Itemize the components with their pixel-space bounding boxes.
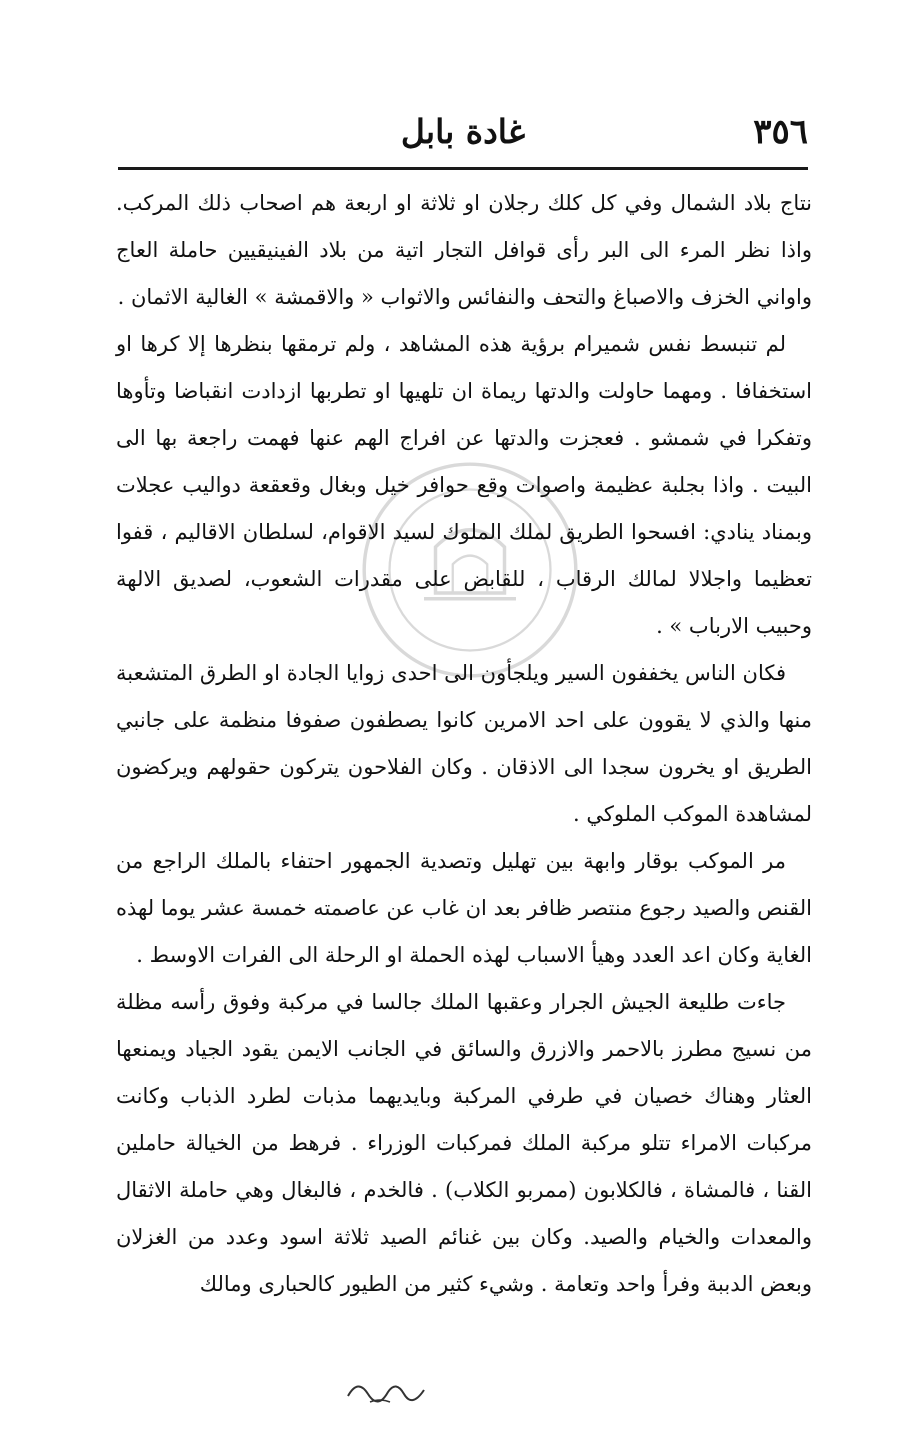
paragraph: فكان الناس يخففون السير ويلجأون الى احدى زوايا الجادة او الطرق المتشعبة منها والذي لا يقوون على احد الامرين كانوا يصطفون صفوفا منظمة على جانبي الطريق او يخرون سجدا الى الاذقان . وكان الفلاحون يتركون حقولهم ويركضون لمشاهدة الموكب الملوكي . [116,661,812,826]
page-header [118,108,808,158]
page-number: ٣٥٦ [753,112,808,152]
paragraph: جاءت طليعة الجيش الجرار وعقبها الملك جالسا في مركبة وفوق رأسه مظلة من نسيج مطرز بالاحمر والازرق والسائق في الجانب الايمن يقود الجياد ويمنعها العثار وهناك خصيان في طرفي المركبة وبايديهما مذبات لطرد الذباب وكانت مركبات الامراء تتلو مركبة الملك فمركبات الوزراء . فرهط من الخيالة حاملين القنا ، فالمشاة ، فالكلابون (ممربو الكلاب) . فالخدم ، فالبغال وهي حاملة الاثقال والمعدات والخيام والصيد. وكان بين غنائم الصيد ثلاثة اسود وعدد من الغزلان وبعض الدببة وفرأ واحد وتعامة . وشيء كثير من الطيور كالحبارى ومالك [116,990,812,1296]
header-rule [118,167,808,170]
footer-scribble-mark [340,1368,430,1408]
paragraph: نتاج بلاد الشمال وفي كل كلك رجلان او ثلاثة او اربعة هم اصحاب ذلك المركب. واذا نظر المرء الى البر رأى قوافل التجار اتية من بلاد الفينيقيين حاملة العاج واواني الخزف والاصباغ والتحف والنفائس والاثواب « والاقمشة » الغالية الاثمان . [116,191,812,309]
paragraph: مر الموكب بوقار وابهة بين تهليل وتصدية الجمهور احتفاء بالملك الراجع من القنص والصيد رجوع منتصر ظافر بعد ان غاب عن عاصمته خمسة عشر يوما لهذه الغاية وكان اعد العدد وهيأ الاسباب لهذه الحملة او الرحلة الى الفرات الاوسط . [116,849,812,967]
paragraph: لم تنبسط نفس شميرام برؤية هذه المشاهد ، ولم ترمقها بنظرها إلا كرها او استخفافا . ومهما حاولت والدتها ريماة ان تلهيها او تطربها ازدادت انقباضا وتأوها وتفكرا في شمشو . فعجزت والدتها عن افراج الهم عنها فهمت راجعة بها الى البيت . واذا بجلبة عظيمة واصوات وقع حوافر خيل وبغال وقعقعة دواليب عجلات وبمناد ينادي: افسحوا الطريق لملك الملوك لسيد الاقوام، لسلطان الاقاليم ، قفوا تعظيما واجلالا لمالك الرقاب ، للقابض على مقدرات الشعوب، لصديق الالهة وحبيب الارباب » . [116,332,812,638]
running-title: غادة بابل [400,112,526,151]
body-text [116,180,812,1308]
